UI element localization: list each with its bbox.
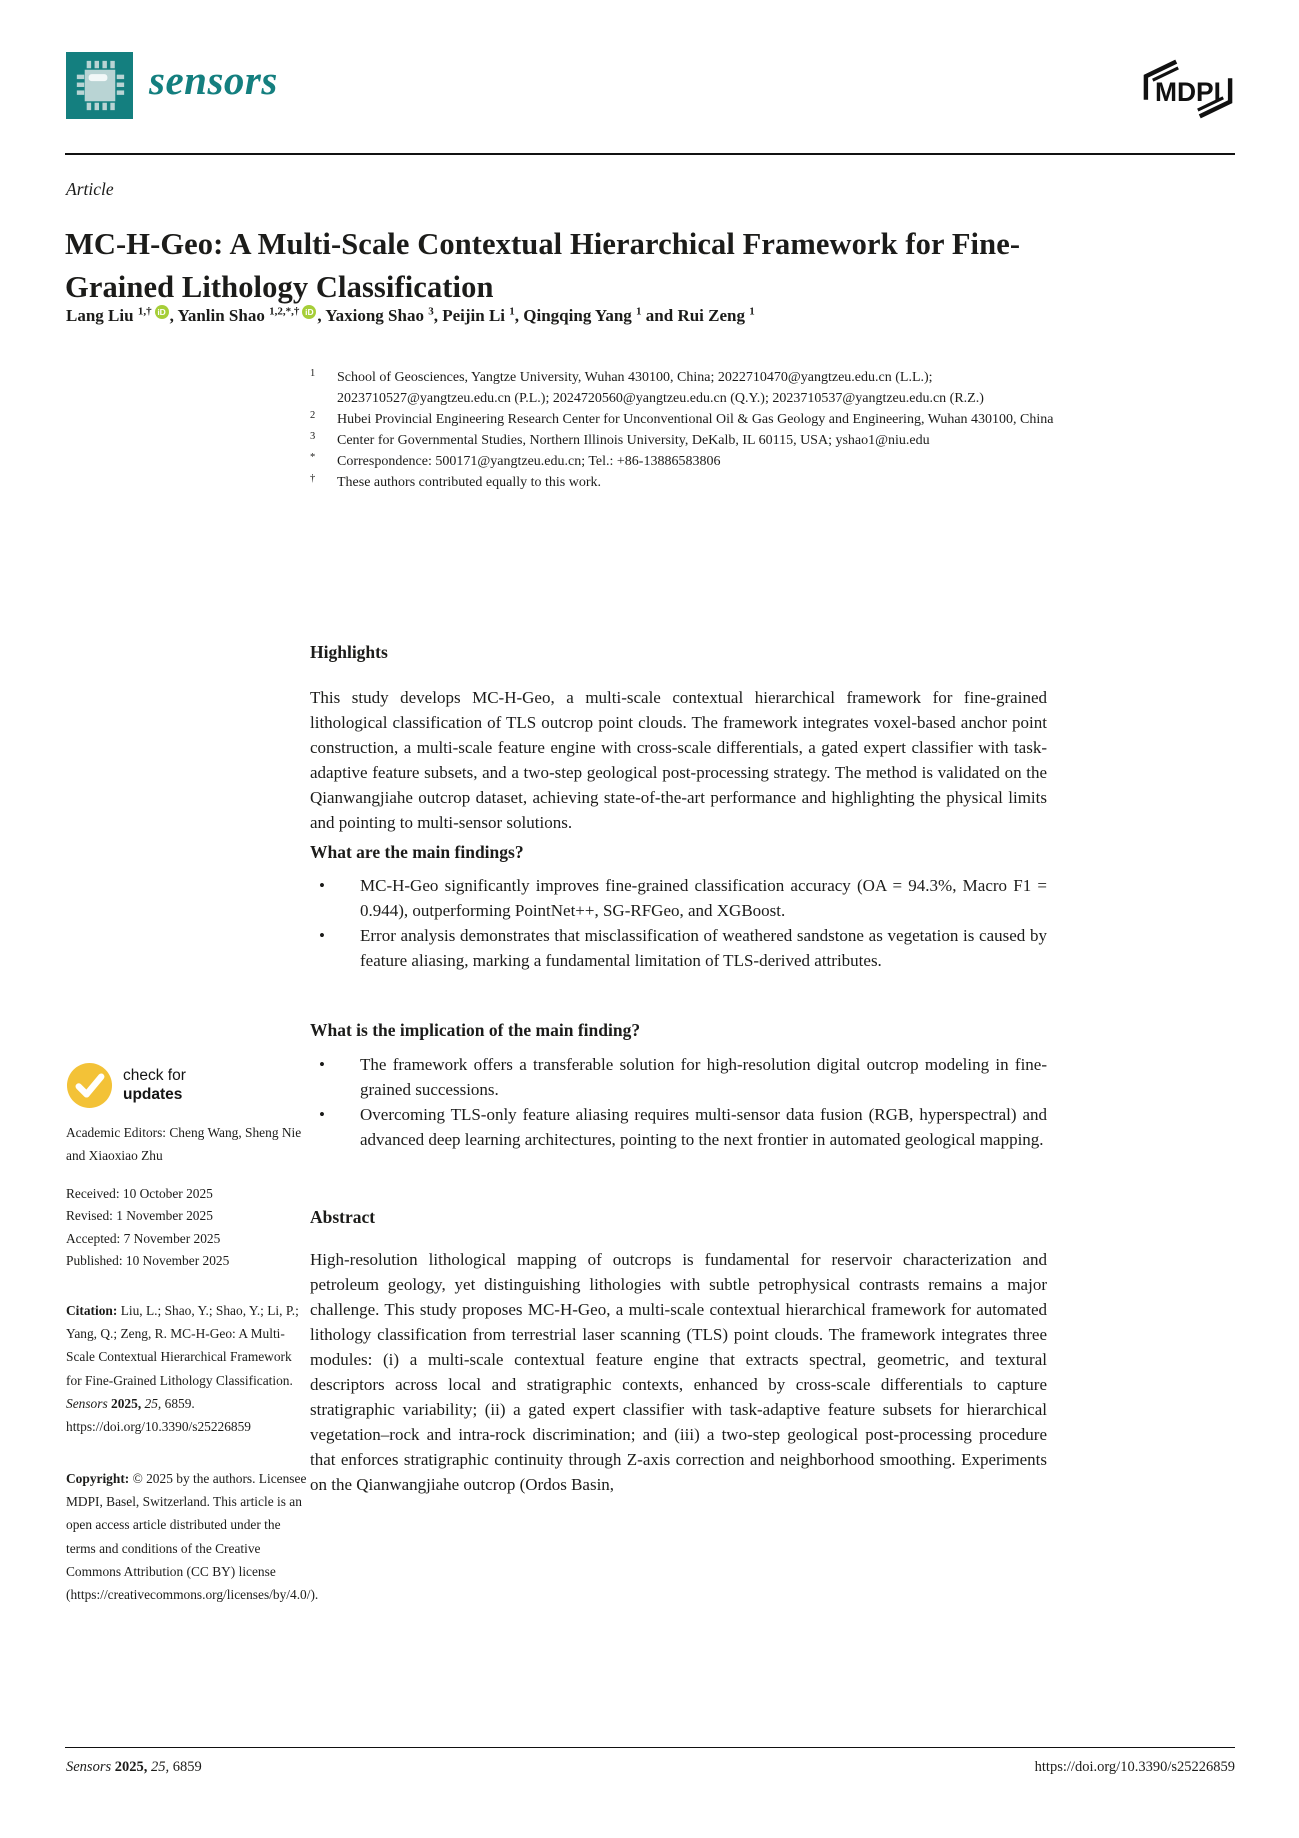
bullet-text: Overcoming TLS-only feature aliasing requires multi-sensor data fusion (RGB, hyperspectral) and advanced deep learning architectures, pointing to the next frontier in automated geological mapping. (360, 1104, 1047, 1149)
copyright-label: Copyright: (66, 1470, 130, 1486)
sidebar (66, 1062, 319, 1634)
bullet-text: MC-H-Geo significantly improves fine-grained classification accuracy (OA = 94.3%, Macro F1 = 0.944), outperforming PointNet++, SG-RFGeo, and XGBoost. (360, 876, 1047, 921)
affiliation-row (310, 409, 1094, 430)
author-name: Lang Liu $^{1,\dagger}$ (66, 305, 152, 325)
author-line: Lang Liu $^{1,\dagger}$ iD , Yanlin Shao $^{1,2,*,\dagger}$ iD , Yaxiong Shao $^3$, Peijin Li $^1$, Qingqing Yang $^1$ and Rui Zeng $^1$ (66, 305, 755, 325)
date-line: Received: 10 October 2025 (66, 1185, 213, 1201)
badge-line1: check for (123, 1067, 186, 1085)
copyright-block (66, 1467, 319, 1607)
check-for-updates-badge[interactable] (66, 1062, 216, 1109)
affiliation-text: Correspondence: 500171@yangtzeu.edu.cn; Tel.: +86-13886583806 (337, 454, 721, 469)
affiliation-row (310, 451, 1094, 472)
main-column (310, 640, 1047, 1498)
affiliation-row (310, 472, 1094, 493)
author-name: Rui Zeng $^1$ (677, 305, 755, 325)
footer-journal: Sensors (66, 1759, 112, 1775)
journal-brand[interactable] (66, 52, 278, 119)
author-name: Peijin Li $^1$ (442, 305, 515, 325)
date-line: Revised: 1 November 2025 (66, 1208, 213, 1224)
footer-volume: 25, (151, 1759, 170, 1775)
article-type-label: Article (66, 179, 114, 199)
abstract-text: High-resolution lithological mapping of outcrops is fundamental for reservoir characterization and petroleum geology, yet distinguishing lithologies with subtle petrophysical contrasts remains a major challenge. This study proposes MC-H-Geo, a multi-scale contextual hierarchical framework for automated lithology classification from terrestrial laser scanning (TLS) point clouds. The framework integrates three modules: (i) a multi-scale contextual feature engine that extracts spectral, geometric, and textural descriptors across local and stratigraphic contexts, enhanced by cross-scale differentials to capture stratigraphic variability; (ii) a gated expert classifier with task-adaptive feature subsets for hierarchical vegetation–rock and intra-rock discrimination; and (iii) a two-step geological post-processing procedure that enforces stratigraphic continuity through Z-axis correction and neighborhood smoothing. Experiments on the Qianwangjiahe outcrop (Ordos Basin, (310, 1249, 1047, 1494)
footer-year: 2025, (114, 1759, 148, 1775)
journal-name: sensors (149, 57, 278, 103)
date-line: Accepted: 7 November 2025 (66, 1230, 221, 1246)
author-name: Yaxiong Shao $^3$ (325, 305, 434, 325)
bullet-item (310, 1103, 1047, 1153)
bullet-text: Error analysis demonstrates that misclassification of weathered sandstone as vegetation is caused by feature aliasing, marking a fundamental limitation of TLS-derived attributes. (360, 926, 1047, 971)
footer-number: 6859 (172, 1759, 202, 1775)
bullet-item (310, 1053, 1047, 1103)
mdpi-logo-text: MDPI (1154, 76, 1222, 107)
implications-list (310, 1053, 1047, 1153)
affiliation-marker: † (310, 473, 316, 484)
affiliation-text: School of Geosciences, Yangtze University, Wuhan 430100, China; 2022710470@yangtzeu.edu.cn (L.L.); 2023710527@yangtzeu.edu.cn (P.L.); 2024720560@yangtzeu.edu.cn (Q.Y.); 2023710537@yangtzeu.edu.cn (R.Z.) (337, 370, 984, 406)
dates-block (66, 1183, 307, 1273)
footer-rule (65, 1747, 1235, 1748)
bullet-marker: • (319, 1055, 325, 1074)
checkmark-icon (66, 1062, 113, 1109)
header-rule (65, 153, 1235, 155)
citation-doi-link[interactable]: https://doi.org/10.3390/s25226859 (66, 1419, 252, 1435)
badge-line2: updates (123, 1085, 183, 1103)
author-name: Yanlin Shao $^{1,2,*,\dagger}$ (177, 305, 300, 325)
affiliation-row (310, 367, 1094, 409)
affiliation-marker: * (310, 452, 316, 463)
affiliation-text: Center for Governmental Studies, Northern Illinois University, DeKalb, IL 60115, USA; yshao1@niu.edu (337, 433, 930, 448)
bullet-marker: • (319, 926, 325, 946)
citation-journal: Sensors (66, 1395, 108, 1411)
bullet-text: The framework offers a transferable solution for high-resolution digital outcrop modeling in fine-grained successions. (360, 1055, 1047, 1099)
footer (66, 1759, 1235, 1776)
author-name: Qingqing Yang $^1$ (523, 305, 642, 325)
citation-block (66, 1299, 307, 1439)
citation-year: 2025, (111, 1395, 142, 1411)
badge-text (123, 1067, 186, 1104)
citation-authors: Liu, L.; Shao, Y.; Shao, Y.; Li, P.; Yang, Q.; Zeng, R. MC-H-Geo: A Multi-Scale Contextual Hierarchical Framework for Fine-Grained Lithology Classification. (66, 1302, 299, 1388)
bullet-item (310, 924, 1047, 974)
citation-number: 6859. (164, 1395, 195, 1411)
citation-label: Citation: (66, 1302, 118, 1318)
bullet-marker: • (319, 1104, 325, 1124)
copyright-text: © 2025 by the authors. Licensee MDPI, Basel, Switzerland. This article is an open access article distributed under the terms and conditions of the Creative Commons Attribution (CC BY) license (https://creativecommons.org/licenses/by/4.0/). (66, 1470, 319, 1603)
orcid-icon[interactable]: iD (302, 305, 316, 319)
affiliation-text: These authors contributed equally to this work. (337, 475, 601, 490)
mdpi-logo-icon[interactable] (1141, 58, 1235, 120)
abstract-heading: Abstract (310, 1206, 376, 1227)
highlights-intro: This study develops MC-H-Geo, a multi-scale contextual hierarchical framework for fine-grained lithological classification of TLS outcrop point clouds. The framework integrates voxel-based anchor point construction, a multi-scale feature engine with cross-scale differentials, a gated expert classifier with task-adaptive feature subsets, and a two-step geological post-processing strategy. The method is validated on the Qianwangjiahe outcrop dataset, achieving state-of-the-art performance and highlighting the physical limits and pointing to multi-sensor solutions. (310, 687, 1047, 832)
bullet-marker: • (319, 876, 325, 896)
highlights-heading: Highlights (310, 642, 388, 662)
sensors-chip-logo-icon (66, 52, 133, 119)
bullet-item (310, 874, 1047, 924)
paper-title: MC-H-Geo: A Multi-Scale Contextual Hierarchical Framework for Fine-Grained Lithology Classification (65, 227, 1021, 304)
affiliation-marker: 2 (310, 410, 316, 421)
affiliation-row (310, 430, 1094, 451)
affiliation-marker: 3 (310, 431, 316, 442)
academic-editors: Academic Editors: Cheng Wang, Sheng Nie and Xiaoxiao Zhu (66, 1125, 302, 1164)
affiliation-text: Hubei Provincial Engineering Research Center for Unconventional Oil & Gas Geology and Engineering, Wuhan 430100, China (337, 412, 1054, 427)
citation-volume: 25, (144, 1395, 162, 1411)
affiliation-marker: 1 (310, 368, 316, 379)
implications-question: What is the implication of the main finding? (310, 1020, 641, 1041)
findings-list (310, 874, 1047, 974)
findings-question: What are the main findings? (310, 841, 524, 862)
journal-header (66, 52, 1235, 120)
affiliation-list (310, 367, 1094, 493)
orcid-icon[interactable]: iD (155, 305, 169, 319)
date-line: Published: 10 November 2025 (66, 1253, 230, 1269)
footer-citation (66, 1759, 202, 1776)
footer-doi-link[interactable]: https://doi.org/10.3390/s25226859 (1034, 1759, 1235, 1775)
